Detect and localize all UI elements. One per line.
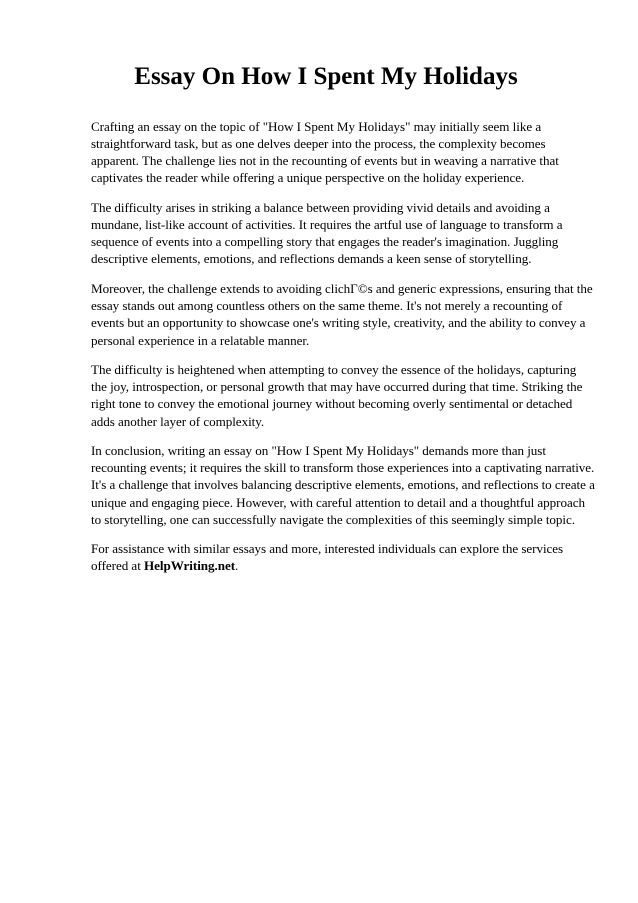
text-line: unique and engaging piece. However, with careful attention to detail and a thoughtful approach: [91, 494, 585, 510]
closing-paragraph: [91, 540, 599, 574]
text-line: In conclusion, writing an essay on "How I Spent My Holidays" demands more than just: [91, 443, 546, 459]
text-line: sequence of events into a compelling story that engages the reader's imagination. Juggling: [91, 234, 559, 250]
text-line: descriptive elements, emotions, and reflections demands a keen sense of storytelling.: [91, 251, 532, 267]
page-title: Essay On How I Spent My Holidays: [134, 63, 518, 90]
text-line: The difficulty arises in striking a balance between providing vivid details and avoiding a: [91, 200, 550, 216]
text-line: mundane, list-like account of activities. It requires the artful use of language to transform a: [91, 217, 563, 233]
text-line: the joy, introspection, or personal growth that may have occurred during that time. Striking the: [91, 379, 583, 395]
text-line: apparent. The challenge lies not in the recounting of events but in weaving a narrative that: [91, 153, 559, 169]
text-line: Moreover, the challenge extends to avoiding clichГ©s and generic expressions, ensuring that the: [91, 281, 593, 297]
text-line: right tone to convey the emotional journey without becoming overly sentimental or detached: [91, 396, 573, 412]
paragraph-5: [91, 442, 599, 528]
paragraph-4: [91, 361, 599, 430]
essay-body: [91, 118, 599, 587]
text-line: adds another layer of complexity.: [91, 413, 265, 429]
text-line: captivates the reader while offering a unique perspective on the holiday experience.: [91, 170, 525, 186]
helpwriting-link[interactable]: HelpWriting.net: [144, 558, 236, 574]
text-line: Crafting an essay on the topic of "How I Spent My Holidays" may initially seem like a: [91, 119, 542, 134]
closing-prefix: offered at: [91, 558, 145, 574]
text-line: For assistance with similar essays and more, interested individuals can explore the services: [91, 541, 564, 557]
paragraph-2: [91, 199, 599, 268]
text-line: events but an opportunity to showcase one's writing style, creativity, and the ability to convey a: [91, 315, 586, 331]
text-line: essay stands out among countless others on the same theme. It's not merely a recounting of: [91, 298, 563, 314]
closing-suffix: .: [235, 558, 239, 574]
text-line: The difficulty is heightened when attempting to convey the essence of the holidays, capturing: [91, 362, 577, 378]
text-line: recounting events; it requires the skill to transform those experiences into a captivating narrative.: [91, 460, 595, 476]
text-line: to storytelling, one can successfully navigate the complexities of this seemingly simple topic.: [91, 511, 575, 527]
paragraph-3: [91, 280, 599, 349]
text-line: straightforward task, but as one delves deeper into the process, the complexity becomes: [91, 136, 546, 152]
text-line: [91, 557, 599, 574]
text-line: It's a challenge that involves balancing descriptive elements, emotions, and reflections to create a: [91, 477, 595, 493]
paragraph-1: [91, 118, 599, 187]
text-line: personal experience in a relatable manner.: [91, 332, 310, 348]
